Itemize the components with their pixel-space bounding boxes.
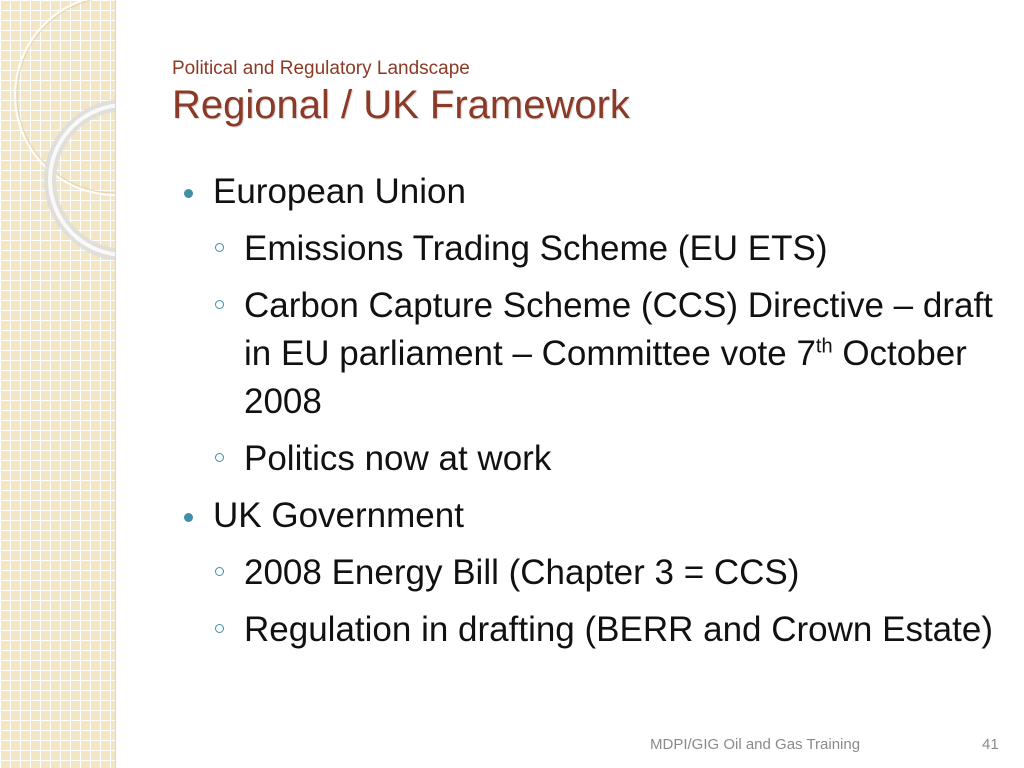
- footer-text: MDPI/GIG Oil and Gas Training: [650, 736, 861, 753]
- sub-bullet-label-tail: October 2008: [244, 334, 967, 421]
- bullet-ring-icon: [215, 624, 224, 633]
- bullet-european-union: [184, 168, 1004, 216]
- sub-bullet-label: Regulation in drafting (BERR and Crown Estate): [244, 610, 993, 649]
- bullet-ring-icon: [215, 300, 224, 309]
- bullet-uk-government: [184, 492, 1004, 540]
- decorative-circles: [0, 0, 115, 768]
- bullet-ring-icon: [215, 243, 224, 252]
- bullet-dot-icon: [184, 513, 193, 522]
- page-number: 41: [982, 736, 999, 753]
- slide-subtitle: Political and Regulatory Landscape: [172, 58, 470, 79]
- superscript: th: [815, 335, 833, 358]
- bullet-label: UK Government: [213, 496, 464, 535]
- sub-bullet-energy-bill: [215, 549, 994, 597]
- sub-bullet-label: 2008 Energy Bill (Chapter 3 = CCS): [244, 553, 800, 592]
- slide-title: Regional / UK Framework: [172, 83, 630, 127]
- sub-bullet-ccs-directive: [215, 282, 994, 426]
- sub-bullet-label: Emissions Trading Scheme (EU ETS): [244, 229, 828, 268]
- sub-bullet-eu-ets: [215, 225, 994, 273]
- sub-bullet-regulation: [215, 606, 994, 654]
- bullet-ring-icon: [215, 567, 224, 576]
- sub-bullet-politics: [215, 435, 994, 483]
- decorative-sidebar: [0, 0, 116, 768]
- bullet-ring-icon: [215, 453, 224, 462]
- bullet-label: European Union: [213, 172, 466, 211]
- title-area: [172, 58, 630, 127]
- sub-bullet-label: Politics now at work: [244, 439, 552, 478]
- bullet-dot-icon: [184, 189, 193, 198]
- slide-content: [184, 168, 1004, 663]
- sub-bullet-label: Carbon Capture Scheme (CCS) Directive – draft in EU parliament – Committee vote 7: [244, 286, 993, 373]
